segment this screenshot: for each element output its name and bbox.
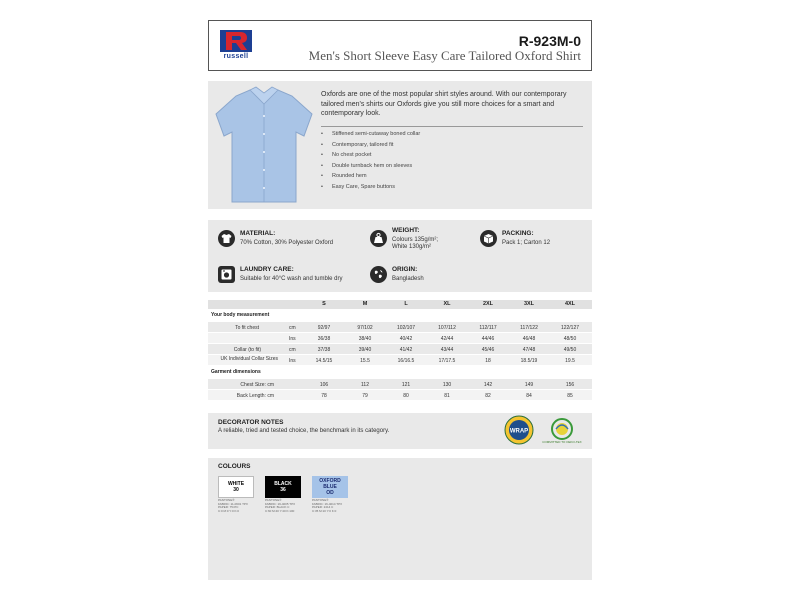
- table-cell: 122/127: [560, 324, 580, 331]
- table-cell: 36/38: [317, 335, 331, 342]
- russell-logo: [218, 30, 254, 63]
- swatch-name: OXFORD: [319, 478, 341, 484]
- size-column-header: 4XL: [564, 301, 576, 307]
- globe-icon: [370, 266, 387, 283]
- table-cell: 81: [444, 392, 450, 399]
- table-cell: 48/50: [563, 335, 577, 342]
- table-cell: 84: [526, 392, 532, 399]
- spec-material-value: 70% Cotton, 30% Polyester Oxford: [240, 240, 334, 246]
- size-column-header: 3XL: [523, 301, 535, 307]
- spec-panel: [208, 220, 592, 292]
- feature-item: • No chest pocket: [321, 150, 583, 161]
- colour-swatch-white: [218, 476, 258, 513]
- table-cell: 112/117: [479, 324, 497, 331]
- spec-origin-label: ORIGIN:: [392, 266, 418, 273]
- table-cell: 45/46: [481, 346, 495, 353]
- spec-laundry-label: LAUNDRY CARE:: [240, 266, 294, 273]
- table-cell: 117/122: [520, 324, 538, 331]
- table-cell: 42/44: [440, 335, 454, 342]
- table-cell: 82: [485, 392, 491, 399]
- table-cell: 37/38: [317, 346, 331, 353]
- row-label: Back Length: cm: [236, 392, 274, 399]
- table-cell: 85: [567, 392, 573, 399]
- colours-title: COLOURS: [218, 463, 251, 470]
- table-cell: 46/48: [522, 335, 536, 342]
- table-row: [208, 344, 592, 354]
- sheet-header: [208, 20, 592, 71]
- size-column-header: L: [404, 301, 408, 307]
- product-sheet: [208, 20, 592, 580]
- swatch-name: BLACK: [274, 481, 292, 487]
- feature-list: [321, 129, 583, 192]
- swatch-code: 30: [233, 487, 239, 493]
- table-row: [208, 355, 592, 365]
- table-row: [208, 390, 592, 400]
- table-cell: 49/50: [563, 346, 577, 353]
- oeko-tex-text: COMMITTED TO OEKO-TEX: [542, 440, 582, 444]
- swatch-pantone-ref: PANTONE® FABRIC: 19-4005 TPX PAPER: BLACK C C:60 M:40 Y:40 K:100: [265, 498, 296, 513]
- colour-swatch-black: [265, 476, 305, 513]
- table-cell: 80: [403, 392, 409, 399]
- feature-item: • Easy Care, Spare buttons: [321, 182, 583, 193]
- row-label: Collar (to fit): [233, 347, 261, 353]
- unit-label: cm: [289, 346, 296, 353]
- divider: [321, 126, 583, 127]
- spec-weight-value-2: White 130g/m²: [392, 244, 432, 250]
- swatch-code: OD: [326, 490, 334, 496]
- table-row: [208, 379, 592, 389]
- size-column-header: M: [362, 301, 368, 307]
- spec-origin-value: Bangladesh: [392, 276, 424, 282]
- table-cell: 17/17.5: [438, 357, 456, 364]
- table-cell: 39/40: [358, 346, 372, 353]
- size-header-row: [208, 300, 592, 309]
- oeko-tex-label-icon: [541, 417, 583, 445]
- table-cell: 102/107: [396, 324, 416, 331]
- table-cell: 106: [319, 381, 329, 388]
- shirt-icon: [218, 230, 235, 247]
- table-cell: 41/42: [399, 346, 413, 353]
- section-title: Garment dimensions: [211, 369, 261, 375]
- table-row: [208, 322, 592, 332]
- colours-panel: [208, 458, 592, 580]
- colour-swatch-oxford-blue: [312, 476, 352, 513]
- table-cell: 97/102: [357, 324, 373, 331]
- table-cell: 121: [401, 381, 411, 388]
- table-cell: 47/48: [522, 346, 536, 353]
- size-table: [208, 300, 592, 422]
- shirt-image: [212, 84, 316, 206]
- table-cell: 16/16.5: [397, 357, 415, 364]
- table-cell: 78: [321, 392, 327, 399]
- row-label: UK Individual Collar Sizes: [220, 355, 278, 362]
- feature-item: • Stiffened semi-cutaway boned collar: [321, 129, 583, 140]
- table-cell: 40/42: [399, 335, 413, 342]
- spec-weight-value-1: Colours 135g/m²;: [392, 237, 439, 243]
- table-cell: 44/46: [481, 335, 495, 342]
- feature-item: • Contemporary, tailored fit: [321, 140, 583, 151]
- table-cell: 142: [483, 381, 493, 388]
- table-cell: 43/44: [440, 346, 454, 353]
- unit-label: Ins: [289, 335, 296, 342]
- unit-label: cm: [289, 324, 296, 331]
- russell-logo-icon: [220, 30, 252, 52]
- spec-packing-value: Pack 1; Carton 12: [502, 240, 551, 246]
- table-cell: 18: [485, 357, 491, 364]
- swatch-pantone-ref: PANTONE® FABRIC: 11-0601 TPX PAPER: 7547C C:0 M:0 Y:0 K:0: [218, 498, 248, 513]
- product-code: R-923M-0: [518, 33, 581, 49]
- spec-packing-label: PACKING:: [502, 230, 534, 237]
- spec-laundry-value: Suitable for 40°C wash and tumble dry: [240, 276, 343, 282]
- table-cell: 112: [361, 381, 369, 388]
- product-panel: [208, 81, 592, 209]
- section-row: [208, 367, 592, 376]
- box-icon: [480, 230, 497, 247]
- swatch-box: [265, 476, 301, 498]
- swatch-name-2: BLUE: [323, 484, 337, 490]
- row-label: To fit chest: [235, 324, 259, 331]
- table-cell: 79: [362, 392, 368, 399]
- decorator-text: A reliable, tried and tested choice, the benchmark in its category.: [218, 428, 390, 434]
- swatch-name: WHITE: [227, 481, 245, 487]
- wrap-badge-text: WRAP: [509, 428, 529, 435]
- unit-label: Ins: [289, 357, 296, 364]
- table-cell: 14.5/15: [315, 357, 333, 364]
- swatch-box: [312, 476, 348, 498]
- table-row: [208, 333, 592, 343]
- spec-weight-label: WEIGHT:: [392, 227, 420, 234]
- decorator-notes: [208, 413, 592, 449]
- swatch-pantone-ref: PANTONE® FABRIC: 16-4014 TPX PAPER: 2414 C C:35 M:10 Y:0 K:0: [312, 498, 343, 513]
- table-cell: 107/112: [438, 324, 456, 331]
- decorator-title: DECORATOR NOTES: [218, 419, 284, 426]
- spec-material-label: MATERIAL:: [240, 230, 276, 237]
- table-cell: 149: [524, 381, 534, 388]
- table-cell: 18.5/19: [520, 357, 538, 364]
- row-label: Chest Size: cm: [240, 381, 274, 388]
- weight-icon: [370, 230, 387, 247]
- table-cell: 38/40: [358, 335, 372, 342]
- product-title: Men's Short Sleeve Easy Care Tailored Oxford Shirt: [308, 48, 581, 63]
- section-row: [208, 310, 592, 319]
- section-title: Your body measurement: [211, 312, 270, 318]
- table-cell: 19.5: [565, 357, 575, 364]
- table-cell: 156: [565, 381, 575, 388]
- table-cell: 15.5: [360, 357, 370, 364]
- washing-machine-icon: [218, 266, 235, 283]
- product-intro: Oxfords are one of the most popular shirt styles around. With our contemporary tailored men's shirts our Oxfords give you still more choices for a smart and contemporary look.: [321, 91, 567, 117]
- feature-item: • Rounded hem: [321, 171, 583, 182]
- wrap-badge-icon: [504, 415, 534, 445]
- table-cell: 92/97: [317, 324, 331, 331]
- swatch-box: [218, 476, 254, 498]
- size-column-header: 2XL: [482, 301, 494, 307]
- size-column-header: XL: [443, 301, 451, 307]
- size-column-header: S: [322, 301, 326, 307]
- table-cell: 130: [442, 381, 452, 388]
- logo-wordmark: russell: [223, 53, 249, 60]
- feature-item: • Double turnback hem on sleeves: [321, 161, 583, 172]
- swatch-code: 36: [280, 487, 286, 493]
